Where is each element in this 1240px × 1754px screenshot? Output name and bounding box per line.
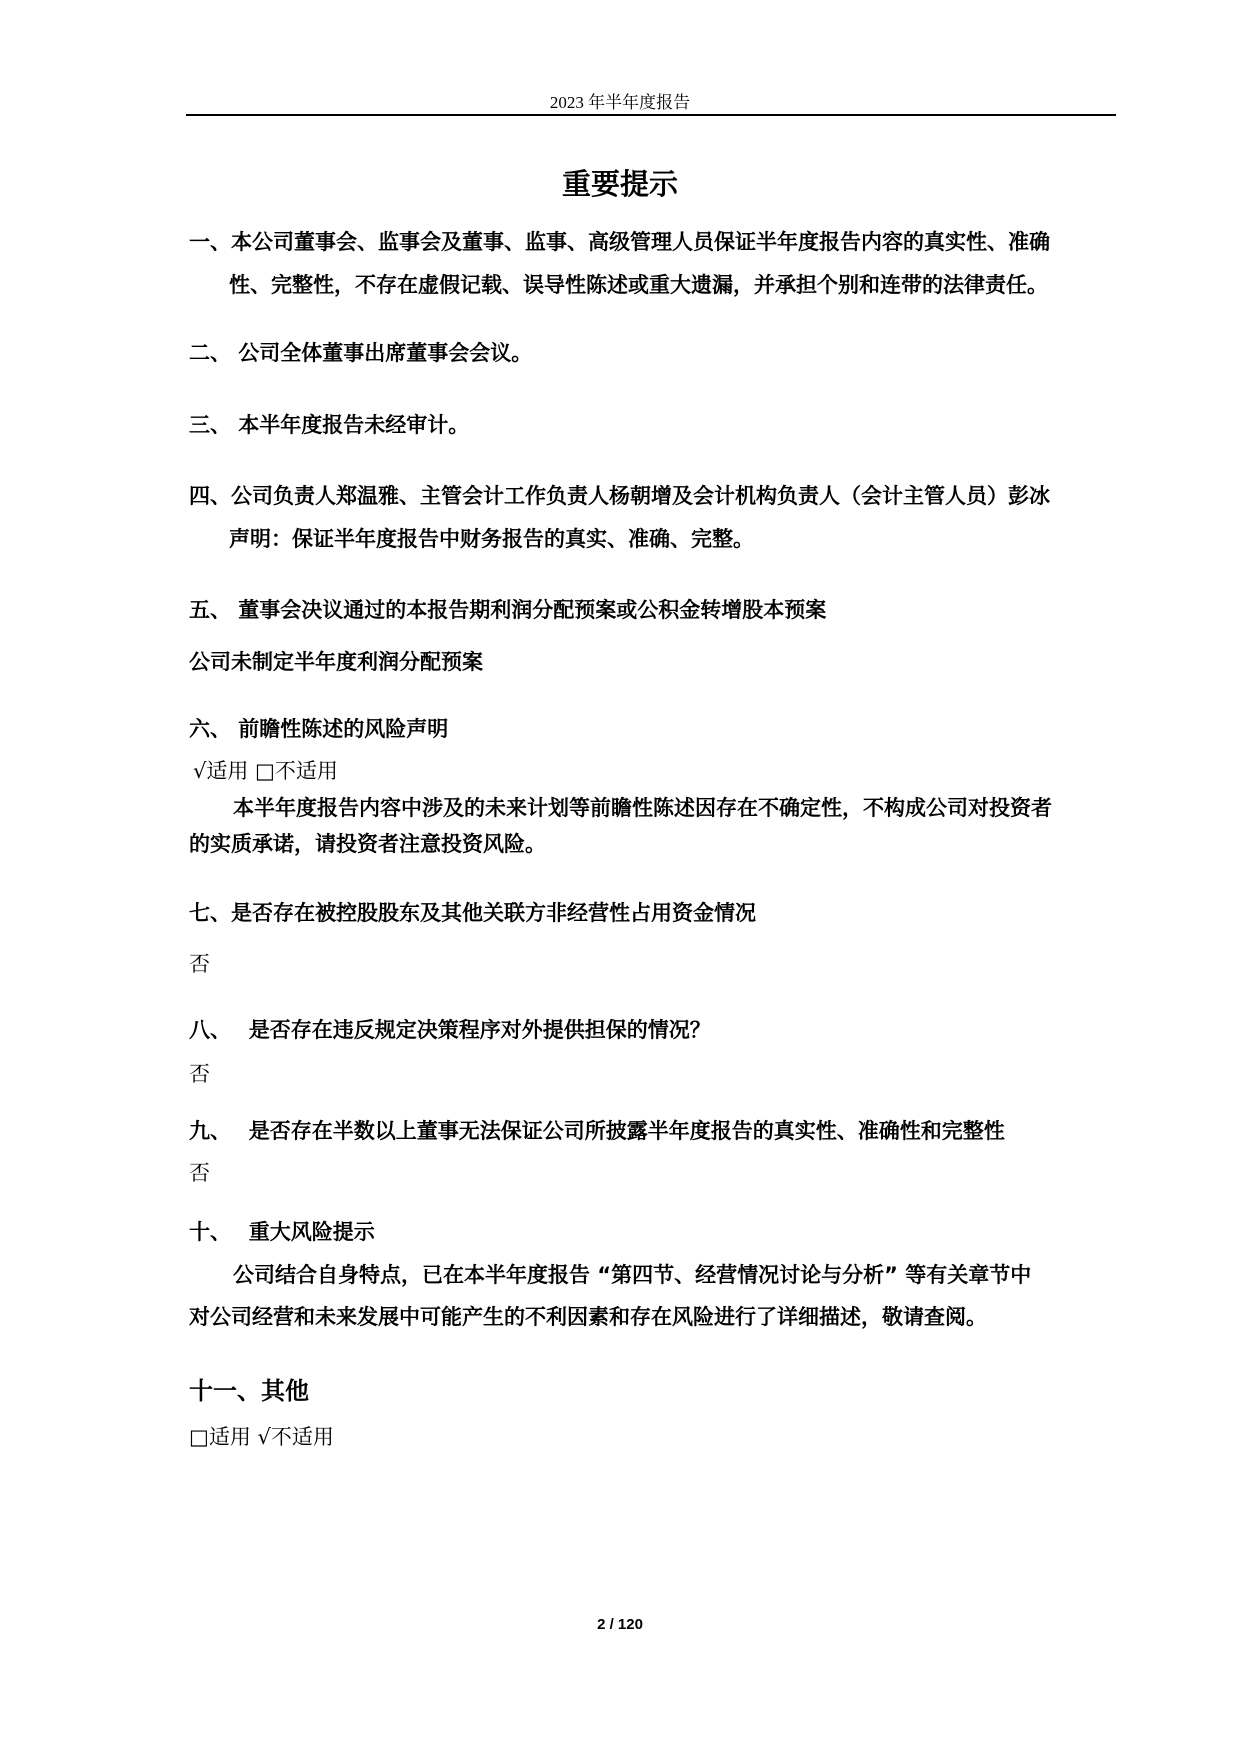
section-6-heading: 六、 前瞻性陈述的风险声明 — [189, 717, 449, 741]
running-header: 2023 年半年度报告 — [549, 93, 691, 112]
section-4-line2: 声明：保证半年度报告中财务报告的真实、准确、完整。 — [229, 527, 754, 551]
section-1-line1: 一、本公司董事会、监事会及董事、监事、高级管理人员保证半年度报告内容的真实性、准确 — [189, 230, 1050, 254]
section-7-heading: 七、是否存在被控股股东及其他关联方非经营性占用资金情况 — [189, 901, 756, 925]
section-11-heading: 十一、其他 — [189, 1377, 309, 1405]
page-title: 重要提示 — [561, 167, 678, 201]
section-10-heading: 十、 重大风险提示 — [189, 1220, 375, 1244]
section-7-answer: 否 — [189, 952, 210, 976]
section-6-line2: 的实质承诺，请投资者注意投资风险。 — [189, 832, 546, 856]
section-8-heading: 八、 是否存在违反规定决策程序对外提供担保的情况？ — [189, 1018, 711, 1042]
page-number: 2 / 120 — [597, 1616, 643, 1633]
section-10-line1: 公司结合自身特点，已在本半年度报告 “第四节、经营情况讨论与分析” 等有关章节中 — [233, 1263, 1032, 1287]
section-1-line2: 性、完整性，不存在虚假记载、误导性陈述或重大遗漏，并承担个别和连带的法律责任。 — [229, 273, 1048, 297]
section-3: 三、 本半年度报告未经审计。 — [189, 413, 470, 437]
section-9-heading: 九、 是否存在半数以上董事无法保证公司所披露半年度报告的真实性、准确性和完整性 — [189, 1119, 1005, 1143]
section-6-applicability: √适用 □不适用 — [193, 759, 338, 783]
section-5-body: 公司未制定半年度利润分配预案 — [189, 650, 483, 674]
section-2: 二、 公司全体董事出席董事会会议。 — [189, 341, 533, 365]
section-6-line1: 本半年度报告内容中涉及的未来计划等前瞻性陈述因存在不确定性，不构成公司对投资者 — [233, 796, 1052, 820]
section-10-line2: 对公司经营和未来发展中可能产生的不利因素和存在风险进行了详细描述，敬请查阅。 — [189, 1305, 987, 1329]
section-8-answer: 否 — [189, 1062, 210, 1086]
section-9-answer: 否 — [189, 1161, 210, 1185]
section-11-applicability: □适用 √不适用 — [189, 1425, 334, 1449]
section-5-heading: 五、 董事会决议通过的本报告期利润分配预案或公积金转增股本预案 — [189, 598, 827, 622]
section-4-line1: 四、公司负责人郑温雅、主管会计工作负责人杨朝增及会计机构负责人（会计主管人员）彭冰 — [189, 484, 1050, 508]
header-rule — [186, 114, 1116, 116]
